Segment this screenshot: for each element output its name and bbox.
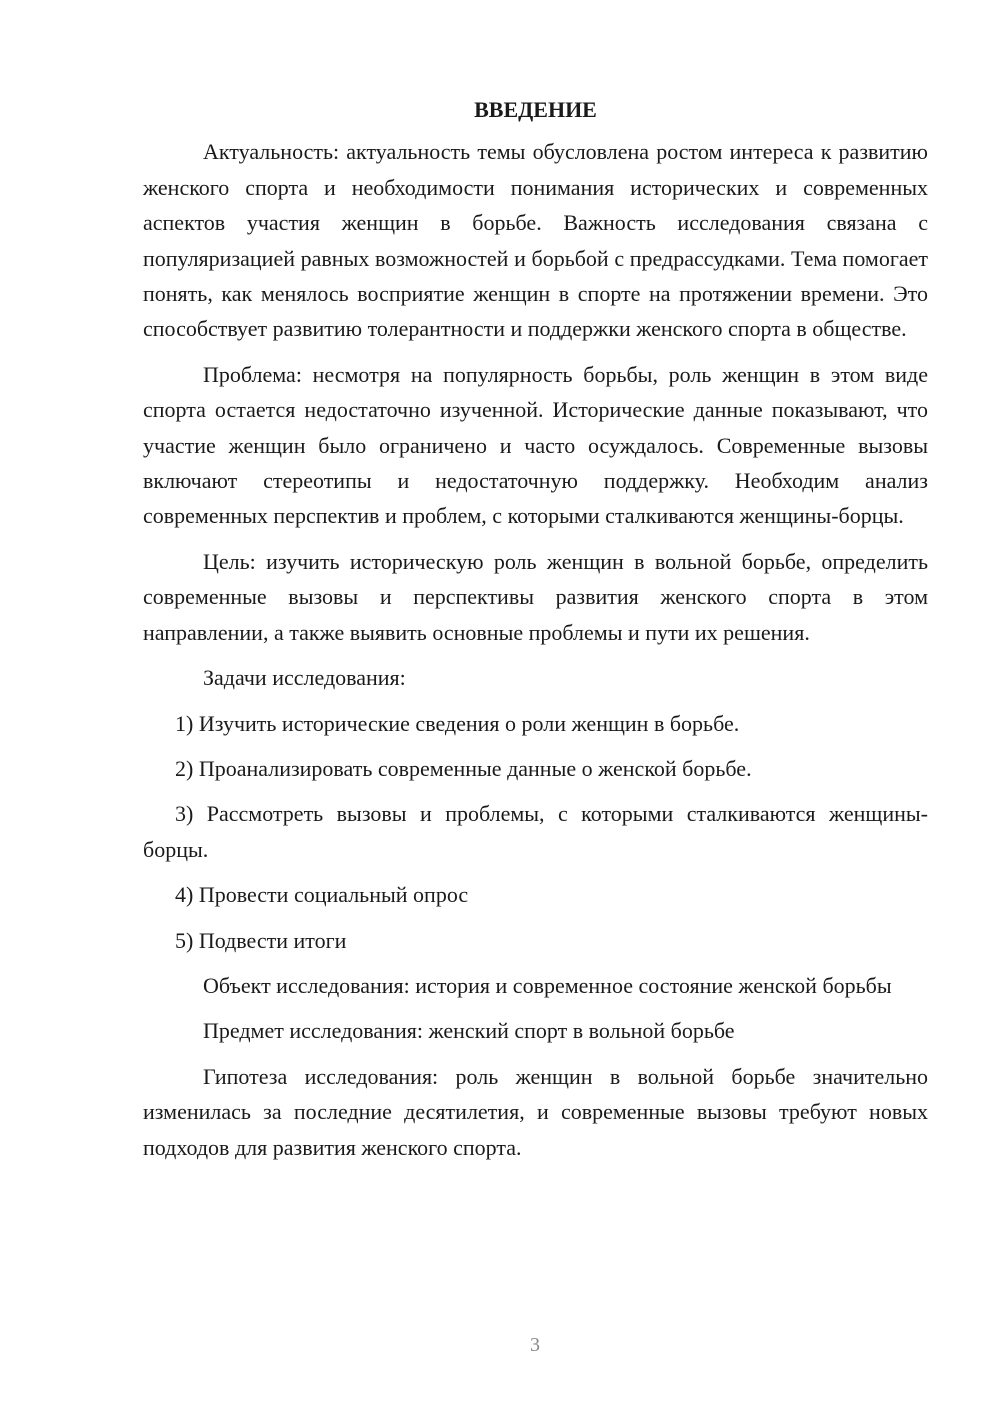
task-item-2: 2) Проанализировать современные данные о женской борьбе. <box>175 755 752 781</box>
problem-paragraph: Проблема: несмотря на популярность борьбы, роль женщин в этом виде спорта остается недостаточно изученной. Исторические данные показывают, что участие женщин было ограничено и часто осуждалось. Современные вызовы включают стереотипы и недостаточную поддержку. Необходим анализ современных перспектив и проблем, с которыми сталкиваются женщины-борцы. <box>143 361 928 529</box>
task-item-5: 5) Подвести итоги <box>175 927 347 953</box>
subject-paragraph: Предмет исследования: женский спорт в вольной борьбе <box>203 1018 735 1044</box>
task-item-4: 4) Провести социальный опрос <box>175 882 469 908</box>
task-item-1: 1) Изучить исторические сведения о роли женщин в борьбе. <box>175 710 740 736</box>
page-body <box>143 92 928 1175</box>
relevance-paragraph: Актуальность: актуальность темы обусловлена ростом интереса к развитию женского спорта и необходимости понимания исторических и современных аспектов участия женщин в борьбе. Важность исследования связана с популяризацией равных возможностей и борьбой с предрассудками. Тема помогает понять, как менялось восприятие женщин в спорте на протяжении времени. Это способствует развитию толерантности и поддержки женского спорта в обществе. <box>143 139 928 342</box>
object-paragraph: Объект исследования: история и современное состояние женской борьбы <box>203 972 892 998</box>
tasks-heading: Задачи исследования: <box>203 665 406 691</box>
section-heading: ВВЕДЕНИЕ <box>474 97 597 122</box>
hypothesis-paragraph: Гипотеза исследования: роль женщин в вольной борьбе значительно изменилась за последние десятилетия, и современные вызовы требуют новых подходов для развития женского спорта. <box>143 1063 928 1160</box>
page-number: 3 <box>530 1334 540 1356</box>
goal-paragraph: Цель: изучить историческую роль женщин в вольной борьбе, определить современные вызовы и перспективы развития женского спорта в этом направлении, а также выявить основные проблемы и пути их решения. <box>143 548 928 645</box>
task-item-3: 3) Рассмотреть вызовы и проблемы, с которыми сталкиваются женщины-борцы. <box>143 801 928 862</box>
